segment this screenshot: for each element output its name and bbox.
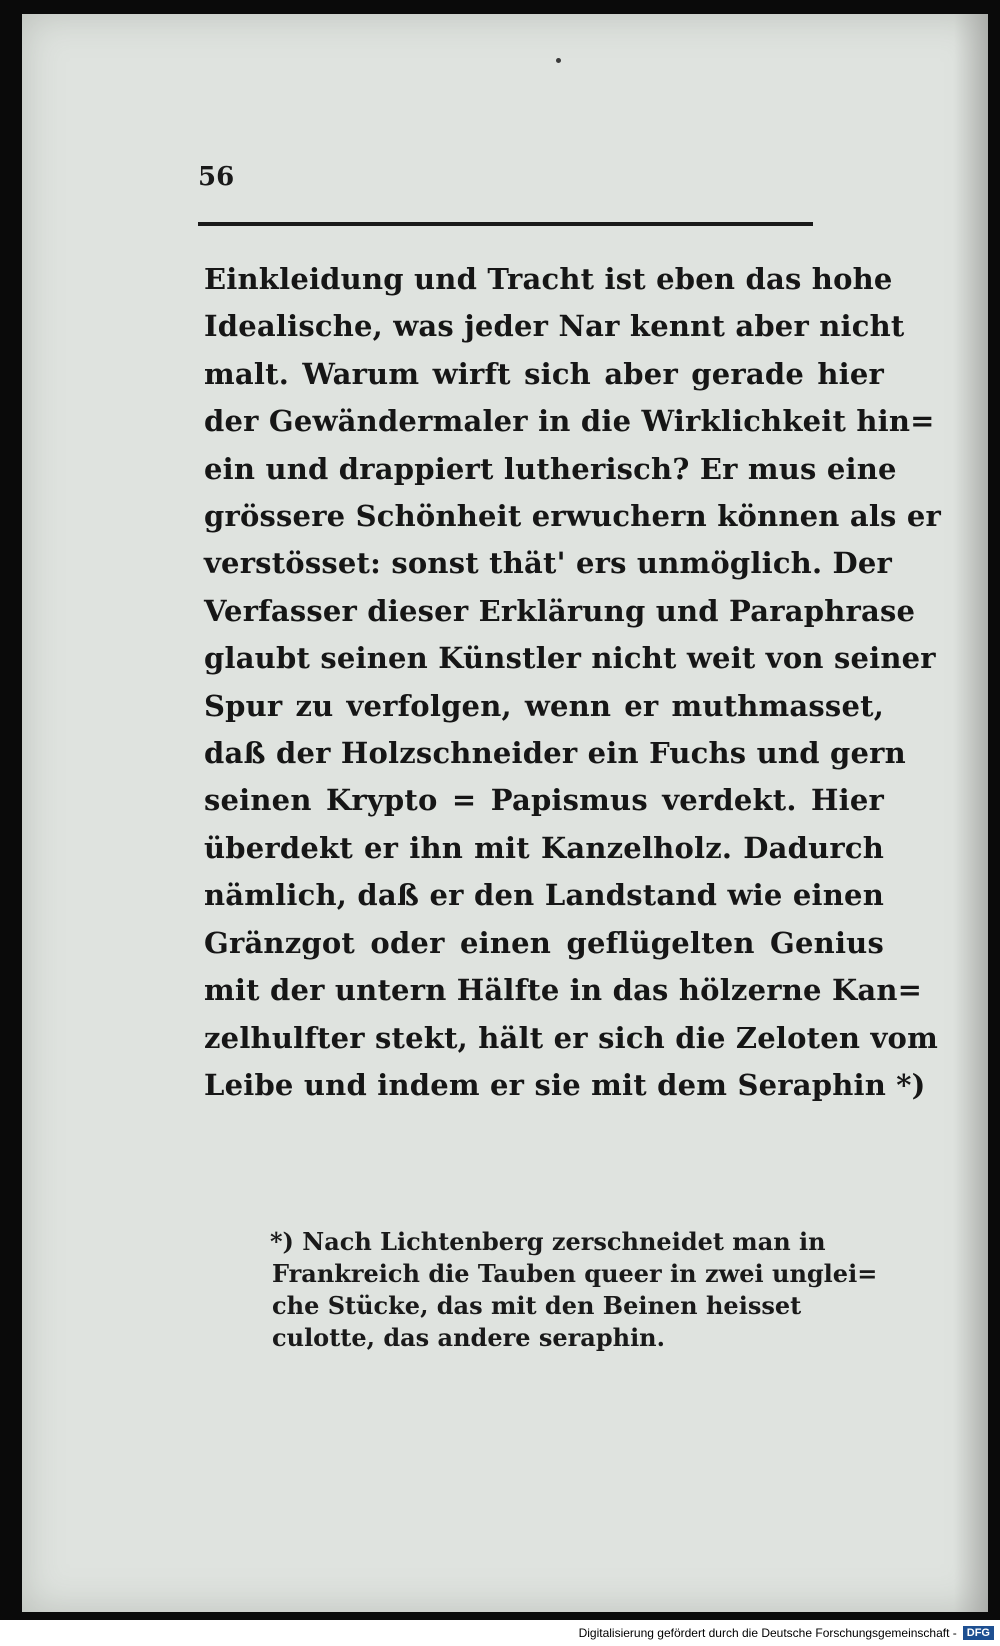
- text-line: ein und drappiert lutherisch? Er mus eine: [204, 451, 897, 486]
- text-line: nämlich, daß er den Landstand wie einen: [204, 878, 884, 913]
- header-rule: [198, 222, 813, 226]
- page-edge-shadow: [954, 14, 988, 1612]
- footnote-line: *) Nach Lichtenberg zerschneidet man in: [270, 1227, 826, 1256]
- text-line: verstösset: sonst thät' ers unmöglich. Der: [204, 546, 893, 581]
- text-line: mit der untern Hälfte in das hölzerne Kan=: [204, 973, 923, 1008]
- text-line: der Gewändermaler in die Wirklichkeit hin=: [204, 404, 935, 439]
- ink-speck: [556, 58, 561, 63]
- text-line: Einkleidung und Tracht ist eben das hohe: [204, 262, 893, 296]
- text-line: zelhulfter stekt, hält er sich die Zeloten vom: [204, 1020, 938, 1055]
- text-line: Spur zu verfolgen, wenn er muthmasset,: [204, 688, 884, 723]
- text-line: daß der Holzschneider ein Fuchs und gern: [204, 736, 906, 771]
- text-line: glaubt seinen Künstler nicht weit von seiner: [204, 641, 936, 676]
- text-line: Gränzgot oder einen geflügelten Genius: [204, 925, 884, 960]
- footnote-line: Frankreich die Tauben queer in zwei unglei=: [272, 1259, 878, 1288]
- text-line: grössere Schönheit erwuchern können als er: [204, 499, 942, 534]
- digitization-footer: [0, 1620, 1000, 1646]
- text-line: malt. Warum wirft sich aber gerade hier: [204, 356, 884, 391]
- footnote: [272, 1226, 884, 1354]
- funding-credit: Digitalisierung gefördert durch die Deutsche Forschungsgemeinschaft -: [578, 1626, 957, 1640]
- text-line: seinen Krypto = Papismus verdekt. Hier: [204, 783, 884, 818]
- page-number: 56: [198, 162, 235, 192]
- text-line: Verfasser dieser Erklärung und Paraphrase: [204, 593, 916, 628]
- text-line: überdekt er ihn mit Kanzelholz. Dadurch: [204, 830, 884, 865]
- text-line: Leibe und indem er sie mit dem Seraphin *): [204, 1067, 926, 1102]
- text-line: Idealische, was jeder Nar kennt aber nicht: [204, 309, 905, 344]
- footnote-line: culotte, das andere seraphin.: [272, 1323, 665, 1352]
- body-text: [204, 256, 942, 1109]
- footnote-line: che Stücke, das mit den Beinen heisset: [272, 1291, 802, 1320]
- dfg-logo: DFG: [963, 1626, 994, 1640]
